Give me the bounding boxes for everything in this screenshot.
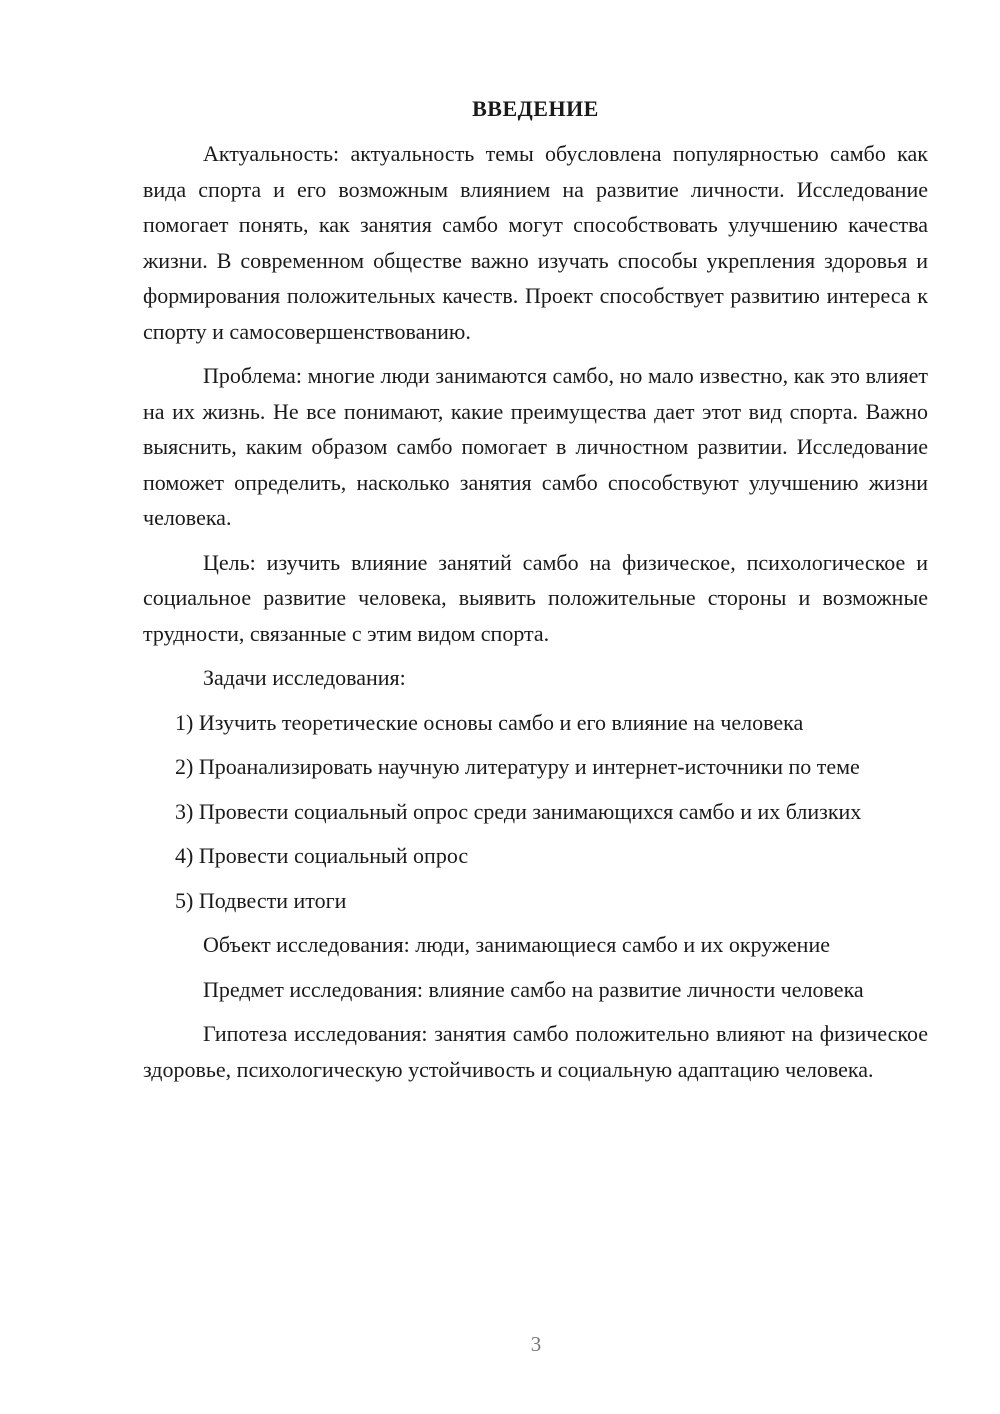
tasks-heading: Задачи исследования: — [203, 665, 406, 690]
task-item-1: 1) Изучить теоретические основы самбо и его влияние на человека — [175, 709, 804, 735]
subject-paragraph: Предмет исследования: влияние самбо на развитие личности человека — [203, 976, 864, 1002]
goal-paragraph: Цель: изучить влияние занятий самбо на физическое, психологическое и социальное развитие человека, выявить положительные стороны и возможные трудности, связанные с этим видом спорта. — [143, 549, 928, 646]
problem-paragraph: Проблема: многие люди занимаются самбо, но мало известно, как это влияет на их жизнь. Не все понимают, какие преимущества дает этот вид спорта. Важно выяснить, каким образом самбо помогает в личностном развитии. Исследование поможет определить, насколько занятия самбо способствуют улучшению жизни человека. — [143, 363, 928, 530]
object-paragraph: Объект исследования: люди, занимающиеся самбо и их окружение — [203, 932, 830, 957]
page-number: 3 — [530, 1332, 542, 1356]
hypothesis-paragraph: Гипотеза исследования: занятия самбо положительно влияют на физическое здоровье, психологическую устойчивость и социальную адаптацию человека. — [143, 1021, 928, 1082]
document-page — [143, 92, 928, 1096]
task-item-5: 5) Подвести итоги — [175, 887, 347, 913]
task-item-3: 3) Провести социальный опрос среди занимающихся самбо и их близких — [175, 798, 862, 824]
task-item-2: 2) Проанализировать научную литературу и интернет-источники по теме — [175, 754, 860, 779]
section-title: ВВЕДЕНИЕ — [472, 96, 599, 121]
task-item-4: 4) Провести социальный опрос — [175, 843, 469, 868]
relevance-paragraph: Актуальность: актуальность темы обусловлена популярностью самбо как вида спорта и его возможным влиянием на развитие личности. Исследование помогает понять, как занятия самбо могут способствовать улучшению качества жизни. В современном обществе важно изучать способы укрепления здоровья и формирования положительных качеств. Проект способствует развитию интереса к спорту и самосовершенствованию. — [143, 141, 928, 344]
